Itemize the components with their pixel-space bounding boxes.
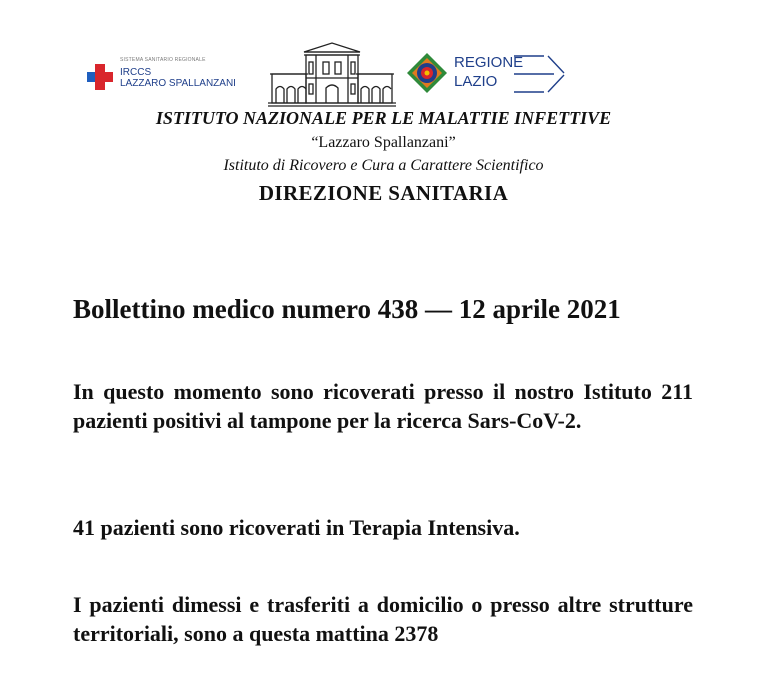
department-title: DIREZIONE SANITARIA <box>258 181 509 205</box>
institute-eponym: “Lazzaro Spallanzani” <box>311 134 456 151</box>
bulletin-paragraph-hospitalized: In questo momento sono ricoverati presso il nostro Istituto 211 pazienti positivi al tampone per la ricerca Sars-CoV-2. <box>73 379 693 433</box>
bulletin-paragraph-intensive-care: 41 pazienti sono ricoverati in Terapia Intensiva. <box>73 515 520 540</box>
regione-lazio-emblem-icon <box>406 52 448 94</box>
lazio-label: LAZIO <box>454 73 498 90</box>
red-cross-icon <box>86 63 114 91</box>
logo-bar <box>0 38 767 110</box>
institute-subtitle: Istituto di Ricovero e Cura a Carattere Scientifico <box>223 157 544 174</box>
bulletin-title: Bollettino medico numero 438 — 12 aprile 2021 <box>73 294 621 324</box>
irccs-label: IRCCS <box>120 67 152 78</box>
regione-label: REGIONE <box>454 54 524 71</box>
institute-building-icon <box>266 40 398 108</box>
institute-name: ISTITUTO NAZIONALE PER LE MALATTIE INFETTIVE <box>155 108 612 128</box>
irccs-regional-system-text: SISTEMA SANITARIO REGIONALE <box>120 57 206 63</box>
bulletin-paragraph-discharged: I pazienti dimessi e trasferiti a domicilio o presso altre strutture territoriali, sono a questa mattina 2378 <box>73 592 693 646</box>
irccs-spallanzani-logo <box>86 54 261 90</box>
regione-lazio-logo <box>406 52 566 98</box>
irccs-institute-label: LAZZARO SPALLANZANI <box>120 78 236 89</box>
lazio-decorative-lines-icon <box>514 52 566 94</box>
